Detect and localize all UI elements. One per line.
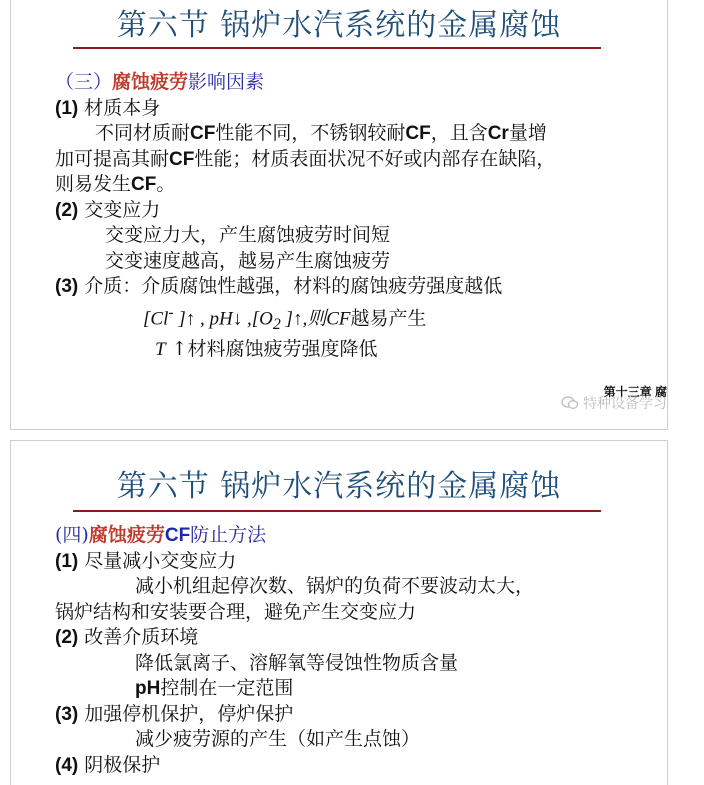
sub-line: 锅炉结构和安装要合理，避免产生交变应力: [55, 600, 417, 623]
item-label: 交变应力: [78, 198, 161, 221]
item-2-heading: [55, 198, 657, 224]
abbr-cf: CF: [190, 123, 216, 144]
formula-text: [Cl: [143, 307, 169, 329]
formula-line: [55, 337, 657, 363]
watermark-text: 特种设备学习: [583, 395, 667, 411]
formula-sub: 2: [272, 315, 281, 333]
formula-text: ]↑ , pH↓ ,[O: [173, 307, 273, 329]
item-number: (4): [55, 754, 79, 776]
formula-sup: -: [168, 303, 174, 321]
item-3-heading: [55, 702, 657, 728]
formula-text: ↑材料腐蚀疲劳强度降低: [165, 338, 378, 361]
watermark: [561, 393, 667, 413]
item-3-heading: [55, 274, 657, 300]
text: 则易发生: [55, 173, 132, 195]
section-title-rest: 影响因素: [188, 71, 265, 93]
formula-text: ]↑,则: [280, 307, 327, 329]
item-label: 介质：介质腐蚀性越强，材料的腐蚀疲劳强度越低: [78, 275, 503, 297]
section-keyword: 腐蚀疲劳: [112, 71, 189, 93]
item-number: (1): [55, 97, 79, 119]
slide-1: [10, 0, 668, 430]
slide-content: [55, 523, 657, 778]
abbr-cf: CF: [131, 174, 157, 195]
sub-line: 降低氯离子、溶解氧等侵蚀性物质含量: [135, 651, 459, 674]
chapter-footer: 第十三章 腐: [603, 385, 667, 399]
text: ，且含: [430, 122, 488, 144]
item-1-heading: [55, 96, 657, 122]
item-number: (1): [55, 550, 79, 572]
text: 量增: [508, 122, 547, 144]
item-label: 加强停机保护，停炉保护: [78, 702, 294, 725]
item-label: 改善介质环境: [78, 626, 199, 648]
formula-line: [55, 300, 657, 338]
item-label: 阴极保护: [78, 753, 161, 776]
abbr-cf: CF: [164, 525, 191, 546]
slide-2: [10, 440, 668, 785]
text: 性能；材质表面状况不好或内部存在缺陷，: [194, 147, 556, 170]
section-heading: [55, 523, 657, 549]
paragraph-line: [55, 147, 657, 173]
formula-text: 越易产生: [350, 306, 427, 329]
sub-line: 交变应力大，产生腐蚀疲劳时间短: [105, 224, 391, 246]
abbr-cf: CF: [405, 123, 431, 144]
item-4-heading: [55, 753, 657, 779]
abbr-cf: CF: [326, 307, 351, 329]
text: 。: [156, 173, 176, 195]
element-cr: Cr: [487, 123, 509, 144]
text: 不同材质耐: [95, 122, 191, 144]
section-keyword: 腐蚀疲劳: [88, 524, 165, 546]
sub-line: [55, 676, 657, 702]
title-divider: [73, 47, 601, 49]
item-1-heading: [55, 549, 657, 575]
item-number: (2): [55, 199, 79, 221]
item-label: 材质本身: [78, 96, 161, 119]
sub-line: 减小机组起停次数、锅炉的负荷不要波动太大，: [135, 575, 535, 597]
wechat-icon: [561, 396, 579, 410]
sub-line: 减少疲劳源的产生（如产生点蚀）: [135, 728, 421, 750]
text: 控制在一定范围: [160, 677, 294, 699]
slide-title: 第六节 锅炉水汽系统的金属腐蚀: [116, 8, 562, 43]
item-label: 尽量减小交变应力: [78, 549, 237, 572]
temperature-symbol: T: [155, 339, 166, 361]
abbr-cf: CF: [169, 148, 195, 170]
item-2-heading: [55, 625, 657, 651]
item-number: (2): [55, 627, 79, 648]
item-number: (3): [55, 703, 79, 725]
sub-line: 交变速度越高，越易产生腐蚀疲劳: [105, 249, 391, 272]
section-prefix: (四): [55, 524, 89, 546]
section-heading: [55, 70, 657, 96]
paragraph-line: [55, 121, 657, 147]
text: 性能不同，不锈钢较耐: [215, 122, 406, 144]
title-divider: [73, 510, 601, 512]
slide-title: 第六节 锅炉水汽系统的金属腐蚀: [116, 469, 562, 504]
text: 加可提高其耐: [55, 147, 170, 170]
paragraph-line: [55, 172, 657, 198]
section-title-rest: 防止方法: [190, 524, 267, 546]
ph-label: pH: [135, 678, 161, 699]
slide-content: [55, 70, 657, 363]
item-number: (3): [55, 276, 79, 297]
section-prefix: （三）: [55, 71, 113, 93]
